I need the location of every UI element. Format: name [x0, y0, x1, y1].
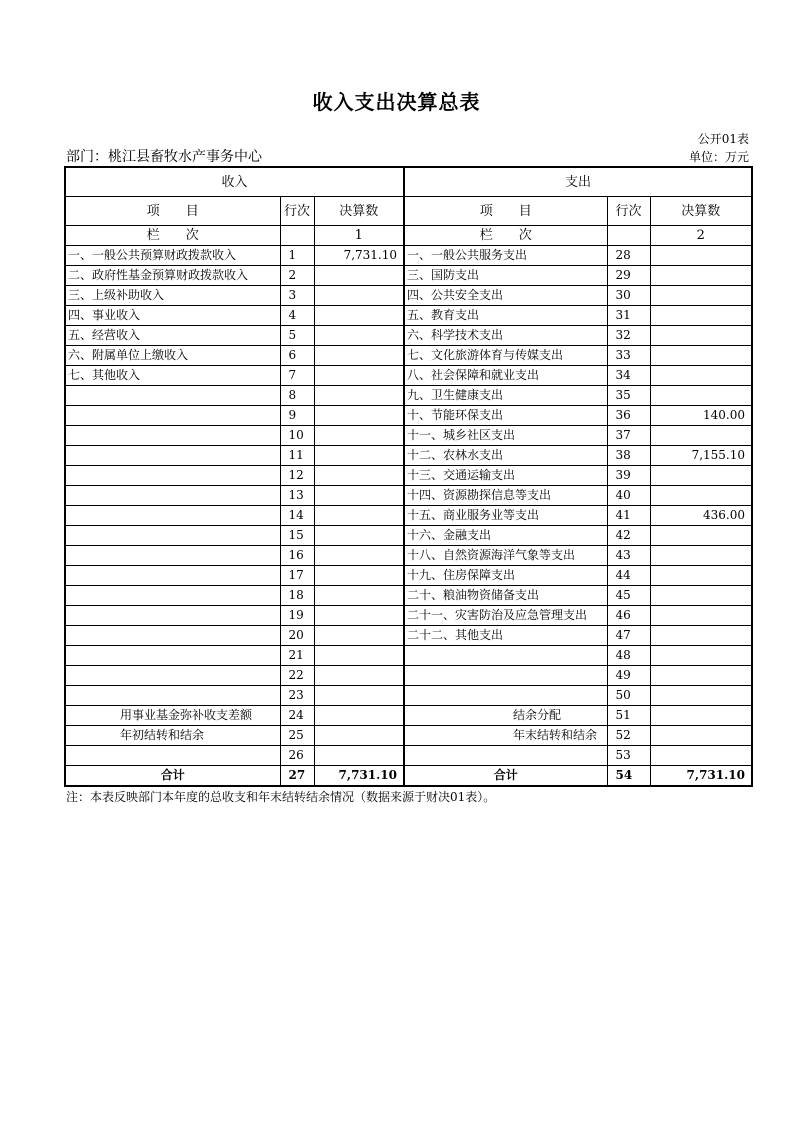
- income-item-cell: 二、政府性基金预算财政拨款收入: [65, 266, 280, 286]
- expense-line-cell: 42: [607, 526, 650, 546]
- income-line-cell: 15: [280, 526, 314, 546]
- income-item-cell: [65, 646, 280, 666]
- income-line-cell: 6: [280, 346, 314, 366]
- expense-amount-cell: [650, 246, 752, 266]
- income-item-cell: [65, 426, 280, 446]
- table-row: [65, 406, 752, 426]
- expense-amount-cell: [650, 366, 752, 386]
- income-item-cell: [65, 526, 280, 546]
- expense-line-cell: 32: [607, 326, 650, 346]
- expense-line-cell: 36: [607, 406, 650, 426]
- income-item-cell: [65, 686, 280, 706]
- income-item-cell: 用事业基金弥补收支差额: [65, 706, 280, 726]
- expense-item-cell: 十一、城乡社区支出: [404, 426, 607, 446]
- income-amount-cell: [314, 466, 404, 486]
- income-line-cell: 8: [280, 386, 314, 406]
- unit-label: 单位：万元: [688, 150, 749, 164]
- table-row: [65, 306, 752, 326]
- income-item-cell: 七、其他收入: [65, 366, 280, 386]
- table-row: [65, 286, 752, 306]
- income-item-cell: 五、经营收入: [65, 326, 280, 346]
- income-amount-cell: [314, 666, 404, 686]
- income-line-cell: 17: [280, 566, 314, 586]
- total-row: [65, 766, 752, 787]
- income-line-cell: 25: [280, 726, 314, 746]
- income-item-cell: 三、上级补助收入: [65, 286, 280, 306]
- income-line-cell: 13: [280, 486, 314, 506]
- income-item-cell: [65, 506, 280, 526]
- income-item-cell: [65, 406, 280, 426]
- income-item-cell: [65, 746, 280, 766]
- table-row: [65, 546, 752, 566]
- expense-line-cell: 37: [607, 426, 650, 446]
- table-row: [65, 486, 752, 506]
- expense-line-cell: 50: [607, 686, 650, 706]
- table-row: [65, 366, 752, 386]
- income-amount-cell: [314, 406, 404, 426]
- expense-item-cell: 七、文化旅游体育与传媒支出: [404, 346, 607, 366]
- income-line-cell: 22: [280, 666, 314, 686]
- expense-line-cell: 41: [607, 506, 650, 526]
- income-line-cell: 11: [280, 446, 314, 466]
- income-column-label: 栏 次: [65, 226, 280, 246]
- income-item-cell: [65, 486, 280, 506]
- income-line-cell: 23: [280, 686, 314, 706]
- expense-total-label: 合计: [404, 766, 607, 787]
- income-item-cell: 年初结转和结余: [65, 726, 280, 746]
- table-row: [65, 686, 752, 706]
- income-item-cell: [65, 586, 280, 606]
- table-row: [65, 726, 752, 746]
- page-title: 收入支出决算总表: [312, 90, 481, 114]
- expense-amount-cell: 140.00: [650, 406, 752, 426]
- expense-item-cell: 六、科学技术支出: [404, 326, 607, 346]
- table-row: [65, 586, 752, 606]
- expense-item-cell: 三、国防支出: [404, 266, 607, 286]
- expense-item-cell: 十三、交通运输支出: [404, 466, 607, 486]
- income-amount-cell: [314, 346, 404, 366]
- expense-amount-cell: [650, 486, 752, 506]
- income-line-cell: 20: [280, 626, 314, 646]
- income-item-cell: 一、一般公共预算财政拨款收入: [65, 246, 280, 266]
- expense-amount-cell: [650, 726, 752, 746]
- table-row: [65, 506, 752, 526]
- expense-line-cell: 35: [607, 386, 650, 406]
- income-item-cell: [65, 386, 280, 406]
- header-row-column-numbers: [65, 226, 752, 246]
- expense-line-cell: 47: [607, 626, 650, 646]
- expense-line-cell: 40: [607, 486, 650, 506]
- income-line-cell: 9: [280, 406, 314, 426]
- expense-total-amount: 7,731.10: [650, 766, 752, 787]
- expense-item-header: 项 目: [404, 197, 607, 226]
- income-total-amount: 7,731.10: [314, 766, 404, 787]
- expense-line-cell: 30: [607, 286, 650, 306]
- income-item-cell: [65, 666, 280, 686]
- table-row: [65, 266, 752, 286]
- header-row-sections: [65, 167, 752, 197]
- income-amount-cell: [314, 266, 404, 286]
- income-item-cell: [65, 466, 280, 486]
- expense-item-cell: [404, 646, 607, 666]
- income-item-cell: [65, 446, 280, 466]
- income-amount-cell: [314, 626, 404, 646]
- expense-line-cell: 45: [607, 586, 650, 606]
- income-item-cell: [65, 626, 280, 646]
- income-amount-cell: [314, 606, 404, 626]
- expense-amount-cell: [650, 686, 752, 706]
- income-line-cell: 7: [280, 366, 314, 386]
- expense-item-cell: 十八、自然资源海洋气象等支出: [404, 546, 607, 566]
- expense-line-cell: 52: [607, 726, 650, 746]
- income-line-cell: 16: [280, 546, 314, 566]
- expense-amount-cell: 436.00: [650, 506, 752, 526]
- expense-item-cell: 十五、商业服务业等支出: [404, 506, 607, 526]
- income-line-cell: 26: [280, 746, 314, 766]
- income-line-cell: 14: [280, 506, 314, 526]
- expense-line-cell: 43: [607, 546, 650, 566]
- expense-item-cell: 结余分配: [404, 706, 607, 726]
- income-expense-table: [64, 166, 753, 787]
- income-total-line: 27: [280, 766, 314, 787]
- income-amount-cell: [314, 426, 404, 446]
- income-column-blank: [280, 226, 314, 246]
- expense-line-cell: 29: [607, 266, 650, 286]
- expense-amount-cell: [650, 386, 752, 406]
- expense-section-header: 支出: [404, 167, 752, 197]
- expense-column-blank: [607, 226, 650, 246]
- expense-item-cell: 五、教育支出: [404, 306, 607, 326]
- expense-amount-cell: [650, 586, 752, 606]
- expense-amount-cell: [650, 566, 752, 586]
- income-amount-cell: [314, 506, 404, 526]
- expense-item-cell: 九、卫生健康支出: [404, 386, 607, 406]
- income-amount-cell: [314, 646, 404, 666]
- income-line-cell: 12: [280, 466, 314, 486]
- table-row: [65, 426, 752, 446]
- income-amount-cell: [314, 366, 404, 386]
- income-amount-cell: [314, 526, 404, 546]
- income-amount-cell: [314, 386, 404, 406]
- expense-item-cell: 十九、住房保障支出: [404, 566, 607, 586]
- expense-amount-cell: [650, 646, 752, 666]
- expense-item-cell: [404, 666, 607, 686]
- income-amount-cell: [314, 566, 404, 586]
- expense-line-cell: 34: [607, 366, 650, 386]
- expense-amount-cell: [650, 466, 752, 486]
- income-column-number: 1: [314, 226, 404, 246]
- header-row-columns: [65, 197, 752, 226]
- expense-amount-cell: [650, 706, 752, 726]
- table-row: [65, 566, 752, 586]
- expense-amount-cell: [650, 286, 752, 306]
- expense-amount-cell: [650, 306, 752, 326]
- income-line-cell: 1: [280, 246, 314, 266]
- table-row: [65, 326, 752, 346]
- income-amount-cell: [314, 746, 404, 766]
- expense-line-header: 行次: [607, 197, 650, 226]
- expense-line-cell: 53: [607, 746, 650, 766]
- expense-item-cell: 年末结转和结余: [404, 726, 607, 746]
- expense-column-label: 栏 次: [404, 226, 607, 246]
- expense-item-cell: 十二、农林水支出: [404, 446, 607, 466]
- expense-amount-cell: [650, 746, 752, 766]
- expense-item-cell: 二十一、灾害防治及应急管理支出: [404, 606, 607, 626]
- income-amount-cell: [314, 446, 404, 466]
- income-amount-header: 决算数: [314, 197, 404, 226]
- table-row: [65, 446, 752, 466]
- income-line-cell: 2: [280, 266, 314, 286]
- footnote: 注：本表反映部门本年度的总收支和年末结转结余情况（数据来源于财决01表）。: [66, 790, 496, 804]
- expense-line-cell: 33: [607, 346, 650, 366]
- table-row: [65, 526, 752, 546]
- income-line-cell: 24: [280, 706, 314, 726]
- expense-line-cell: 48: [607, 646, 650, 666]
- table-row: [65, 646, 752, 666]
- expense-line-cell: 51: [607, 706, 650, 726]
- expense-item-cell: [404, 686, 607, 706]
- expense-amount-header: 决算数: [650, 197, 752, 226]
- table-row: [65, 606, 752, 626]
- income-item-cell: [65, 606, 280, 626]
- expense-amount-cell: [650, 326, 752, 346]
- income-amount-cell: 7,731.10: [314, 246, 404, 266]
- expense-item-cell: 十六、金融支出: [404, 526, 607, 546]
- income-line-cell: 4: [280, 306, 314, 326]
- expense-item-cell: 二十、粮油物资储备支出: [404, 586, 607, 606]
- expense-amount-cell: [650, 546, 752, 566]
- expense-amount-cell: [650, 666, 752, 686]
- form-code: 公开01表: [697, 132, 749, 146]
- income-item-cell: [65, 566, 280, 586]
- expense-line-cell: 44: [607, 566, 650, 586]
- table-row: [65, 626, 752, 646]
- expense-column-number: 2: [650, 226, 752, 246]
- table-row: [65, 746, 752, 766]
- table-row: [65, 246, 752, 266]
- expense-line-cell: 46: [607, 606, 650, 626]
- income-amount-cell: [314, 486, 404, 506]
- income-amount-cell: [314, 706, 404, 726]
- expense-amount-cell: [650, 626, 752, 646]
- expense-item-cell: 十、节能环保支出: [404, 406, 607, 426]
- expense-line-cell: 38: [607, 446, 650, 466]
- table-row: [65, 466, 752, 486]
- expense-amount-cell: [650, 526, 752, 546]
- table-row: [65, 346, 752, 366]
- income-section-header: 收入: [65, 167, 404, 197]
- expense-amount-cell: [650, 426, 752, 446]
- income-item-cell: [65, 546, 280, 566]
- expense-item-cell: 十四、资源勘探信息等支出: [404, 486, 607, 506]
- expense-amount-cell: [650, 346, 752, 366]
- income-line-cell: 3: [280, 286, 314, 306]
- expense-line-cell: 49: [607, 666, 650, 686]
- income-line-cell: 19: [280, 606, 314, 626]
- income-line-cell: 5: [280, 326, 314, 346]
- income-line-cell: 18: [280, 586, 314, 606]
- expense-line-cell: 31: [607, 306, 650, 326]
- income-item-cell: 四、事业收入: [65, 306, 280, 326]
- expense-amount-cell: [650, 606, 752, 626]
- income-item-header: 项 目: [65, 197, 280, 226]
- department-label: 部门：桃江县畜牧水产事务中心: [66, 149, 262, 165]
- expense-line-cell: 39: [607, 466, 650, 486]
- income-amount-cell: [314, 326, 404, 346]
- expense-amount-cell: 7,155.10: [650, 446, 752, 466]
- expense-total-line: 54: [607, 766, 650, 787]
- expense-item-cell: 一、一般公共服务支出: [404, 246, 607, 266]
- income-amount-cell: [314, 286, 404, 306]
- income-amount-cell: [314, 586, 404, 606]
- expense-amount-cell: [650, 266, 752, 286]
- income-total-label: 合计: [65, 766, 280, 787]
- income-line-header: 行次: [280, 197, 314, 226]
- income-item-cell: 六、附属单位上缴收入: [65, 346, 280, 366]
- income-amount-cell: [314, 306, 404, 326]
- expense-item-cell: 八、社会保障和就业支出: [404, 366, 607, 386]
- income-amount-cell: [314, 686, 404, 706]
- income-line-cell: 10: [280, 426, 314, 446]
- table-row: [65, 666, 752, 686]
- expense-item-cell: 二十二、其他支出: [404, 626, 607, 646]
- expense-item-cell: 四、公共安全支出: [404, 286, 607, 306]
- table-row: [65, 706, 752, 726]
- income-amount-cell: [314, 546, 404, 566]
- expense-line-cell: 28: [607, 246, 650, 266]
- table-row: [65, 386, 752, 406]
- income-line-cell: 21: [280, 646, 314, 666]
- income-amount-cell: [314, 726, 404, 746]
- expense-item-cell: [404, 746, 607, 766]
